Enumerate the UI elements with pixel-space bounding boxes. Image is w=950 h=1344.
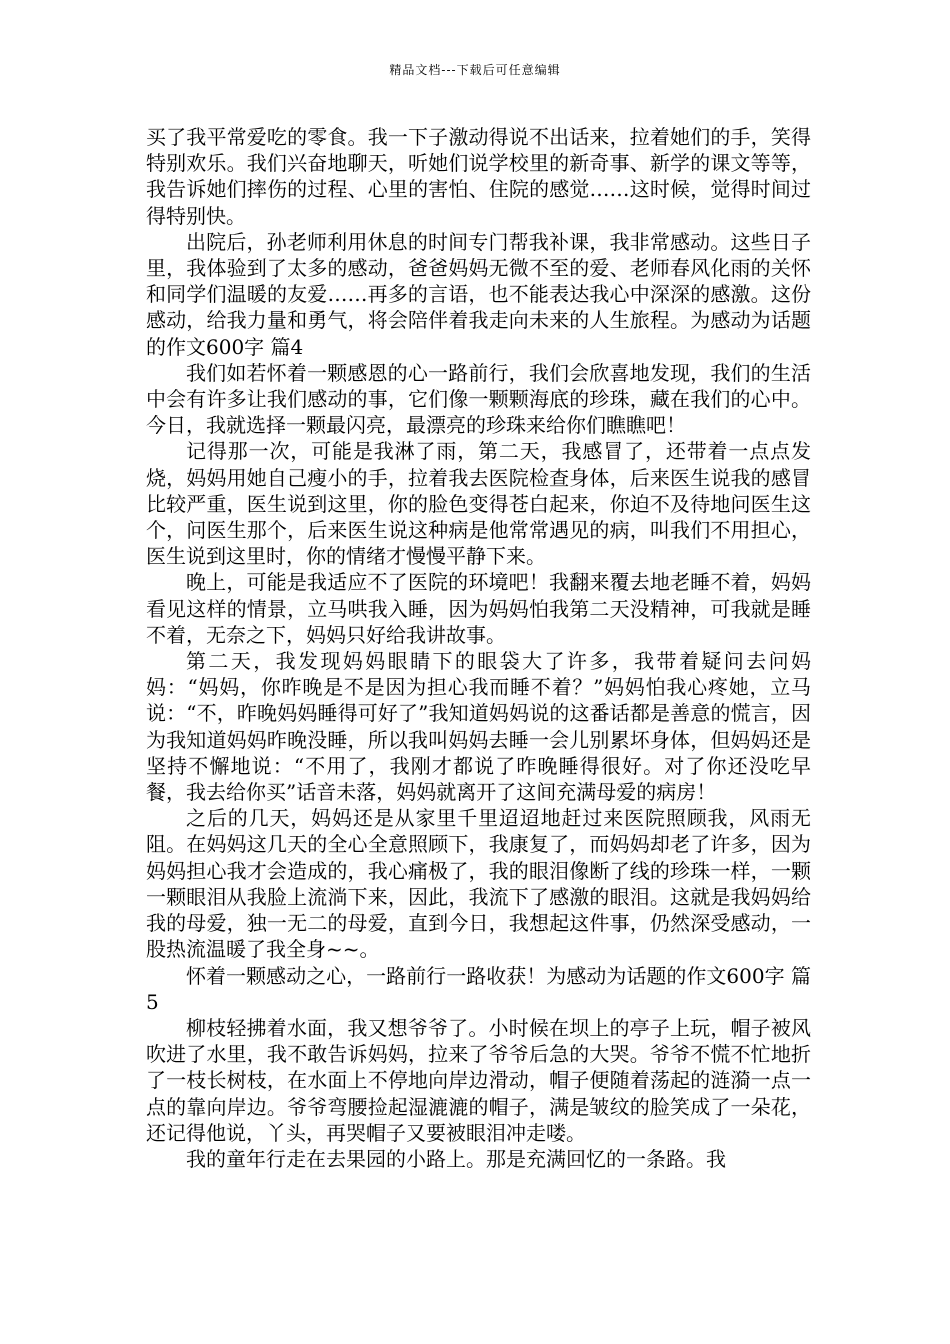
document-body — [146, 124, 811, 1172]
paragraph-7: 之后的几天，妈妈还是从家里千里迢迢地赶过来医院照顾我，风雨无阻。在妈妈这几天的全心全意照顾下，我康复了，而妈妈却老了许多，因为妈妈担心我才会造成的，我心痛极了，我的眼泪像断了线的珍珠一样，一颗一颗眼泪从我脸上流淌下来，因此，我流下了感激的眼泪。这就是我妈妈给我的母爱，独一无二的母爱，直到今日，我想起这件事，仍然深受感动，一股热流温暖了我全身~~。 — [146, 806, 811, 962]
paragraph-10: 我的童年行走在去果园的小路上。那是充满回忆的一条路。我 — [186, 1146, 726, 1171]
paragraph-6: 第二天，我发现妈妈眼睛下的眼袋大了许多，我带着疑问去问妈妈：“妈妈，你昨晚是不是因为担心我而睡不着？”妈妈怕我心疼她，立马说：“不，昨晚妈妈睡得可好了”我知道妈妈说的这番话都是善意的慌言，因为我知道妈妈昨晚没睡，所以我叫妈妈去睡一会儿别累坏身体，但妈妈还是坚持不懈地说：“不用了，我刚才都说了昨晚睡得很好。对了你还没吃早餐，我去给你买”话音未落，妈妈就离开了这间充满母爱的病房！ — [146, 649, 811, 805]
paragraph-4: 记得那一次，可能是我淋了雨，第二天，我感冒了，还带着一点点发烧，妈妈用她自己瘦小的手，拉着我去医院检查身体，后来医生说我的感冒比较严重，医生说到这里，你的脸色变得苍白起来，你迫不及待地问医生这个，问医生那个，后来医生说这种病是他常常遇见的病，叫我们不用担心，医生说到这里时，你的情绪才慢慢平静下来。 — [146, 439, 811, 569]
paragraph-1: 买了我平常爱吃的零食。我一下子激动得说不出话来，拉着她们的手，笑得特别欢乐。我们兴奋地聊天，听她们说学校里的新奇事、新学的课文等等，我告诉她们摔伤的过程、心里的害怕、住院的感觉……这时候，觉得时间过得特别快。 — [146, 125, 811, 228]
paragraph-9: 柳枝轻拂着水面，我又想爷爷了。小时候在坝上的亭子上玩，帽子被风吹进了水里，我不敢告诉妈妈，拉来了爷爷后急的大哭。爷爷不慌不忙地折了一枝长树枝，在水面上不停地向岸边滑动，帽子便随着荡起的涟漪一点一点的靠向岸边。爷爷弯腰捡起湿漉漉的帽子，满是皱纹的脸笑成了一朵花，还记得他说，丫头，再哭帽子又要被眼泪冲走喽。 — [146, 1015, 811, 1145]
paragraph-2: 出院后，孙老师利用休息的时间专门帮我补课，我非常感动。这些日子里，我体验到了太多的感动，爸爸妈妈无微不至的爱、老师春风化雨的关怀和同学们温暖的友爱……再多的言语，也不能表达我心中深深的感激。这份感动，给我力量和勇气，将会陪伴着我走向未来的人生旅程。为感动为话题的作文600字 篇4 — [146, 229, 811, 359]
paragraph-3: 我们如若怀着一颗感恩的心一路前行，我们会欣喜地发现，我们的生活中会有许多让我们感动的事，它们像一颗颗海底的珍珠，藏在我们的心中。今日，我就选择一颗最闪亮，最漂亮的珍珠来给你们瞧瞧吧！ — [146, 360, 811, 438]
page-header: 精品文档---下载后可任意编辑 — [389, 63, 561, 77]
paragraph-8: 怀着一颗感动之心，一路前行一路收获！为感动为话题的作文600字 篇5 — [146, 963, 811, 1014]
paragraph-5: 晚上，可能是我适应不了医院的环境吧！我翻来覆去地老睡不着，妈妈看见这样的情景，立马哄我入睡，因为妈妈怕我第二天没精神，可我就是睡不着，无奈之下，妈妈只好给我讲故事。 — [146, 570, 811, 647]
